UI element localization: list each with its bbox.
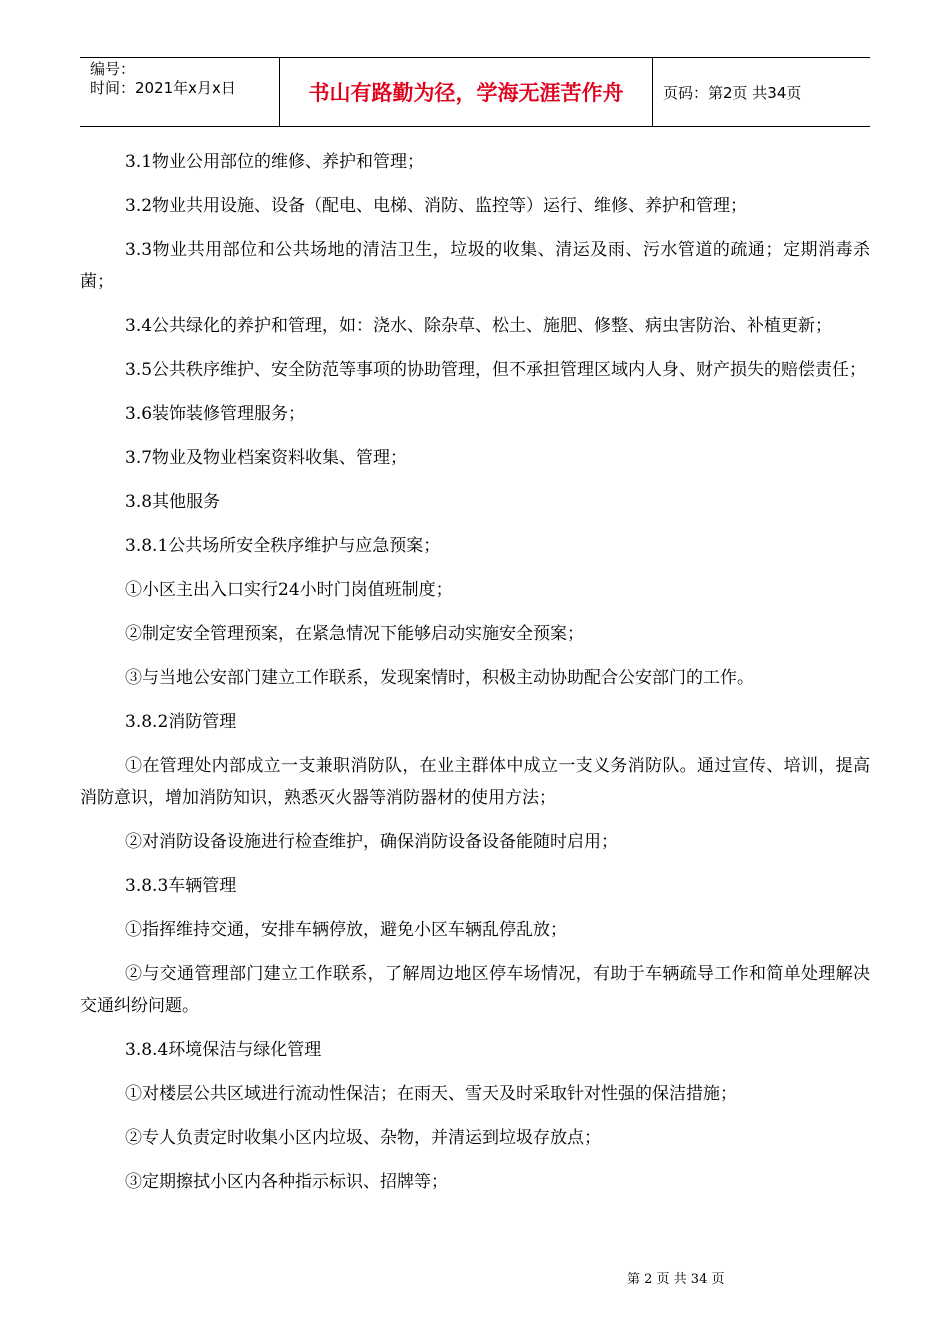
- paragraph: 3.7物业及物业档案资料收集、管理；: [125, 448, 408, 468]
- header-motto: 书山有路勤为径，学海无涯苦作舟: [280, 58, 653, 126]
- paragraph: ①在管理处内部成立一支兼职消防队，在业主群体中成立一支义务消防队。通过宣传、培训，提高消防意识，增加消防知识，熟悉灭火器等消防器材的使用方法；: [80, 756, 870, 808]
- document-time-label: 时间：2021年x月x日: [90, 79, 236, 97]
- paragraph: ②专人负责定时收集小区内垃圾、杂物，并清运到垃圾存放点；: [125, 1128, 601, 1148]
- paragraph: ②制定安全管理预案，在紧急情况下能够启动实施安全预案；: [125, 624, 584, 644]
- paragraph: 3.8.1公共场所安全秩序维护与应急预案；: [125, 536, 441, 556]
- header-page-info: 页码：第2页 共34页: [663, 83, 802, 102]
- paragraph: 3.8.2消防管理: [125, 712, 237, 732]
- paragraph: ②与交通管理部门建立工作联系，了解周边地区停车场情况，有助于车辆疏导工作和简单处理解决交通纠纷问题。: [80, 964, 870, 1016]
- paragraph: ③与当地公安部门建立工作联系，发现案情时，积极主动协助配合公安部门的工作。: [125, 668, 754, 688]
- paragraph: 3.8.4环境保洁与绿化管理: [125, 1040, 322, 1060]
- paragraph: 3.8.3车辆管理: [125, 876, 237, 896]
- paragraph: 3.1物业公用部位的维修、养护和管理；: [125, 152, 425, 172]
- paragraph: ①指挥维持交通，安排车辆停放，避免小区车辆乱停乱放；: [125, 920, 567, 940]
- document-header: [80, 57, 870, 127]
- paragraph: 3.8其他服务: [125, 492, 221, 512]
- paragraph: 3.5公共秩序维护、安全防范等事项的协助管理，但不承担管理区域内人身、财产损失的赔偿责任；: [125, 360, 867, 380]
- paragraph: ③定期擦拭小区内各种指示标识、招牌等；: [125, 1172, 448, 1192]
- paragraph: 3.2物业共用设施、设备（配电、电梯、消防、监控等）运行、维修、养护和管理；: [125, 196, 748, 216]
- paragraph: ①小区主出入口实行24小时门岗值班制度；: [125, 580, 453, 600]
- page-footer: 第 2 页 共 34 页: [627, 1272, 725, 1287]
- document-number-label: 编号：: [90, 60, 136, 78]
- paragraph: 3.6装饰装修管理服务；: [125, 404, 306, 424]
- header-meta: [80, 58, 280, 126]
- paragraph: ①对楼层公共区域进行流动性保洁；在雨天、雪天及时采取针对性强的保洁措施；: [125, 1084, 737, 1104]
- paragraph: ②对消防设备设施进行检查维护，确保消防设备设备能随时启用；: [125, 832, 618, 852]
- document-body: [80, 146, 870, 1210]
- paragraph: 3.4公共绿化的养护和管理，如：浇水、除杂草、松土、施肥、修整、病虫害防治、补植更新；: [125, 316, 833, 336]
- paragraph: 3.3物业共用部位和公共场地的清洁卫生，垃圾的收集、清运及雨、污水管道的疏通；定期消毒杀菌；: [80, 240, 870, 292]
